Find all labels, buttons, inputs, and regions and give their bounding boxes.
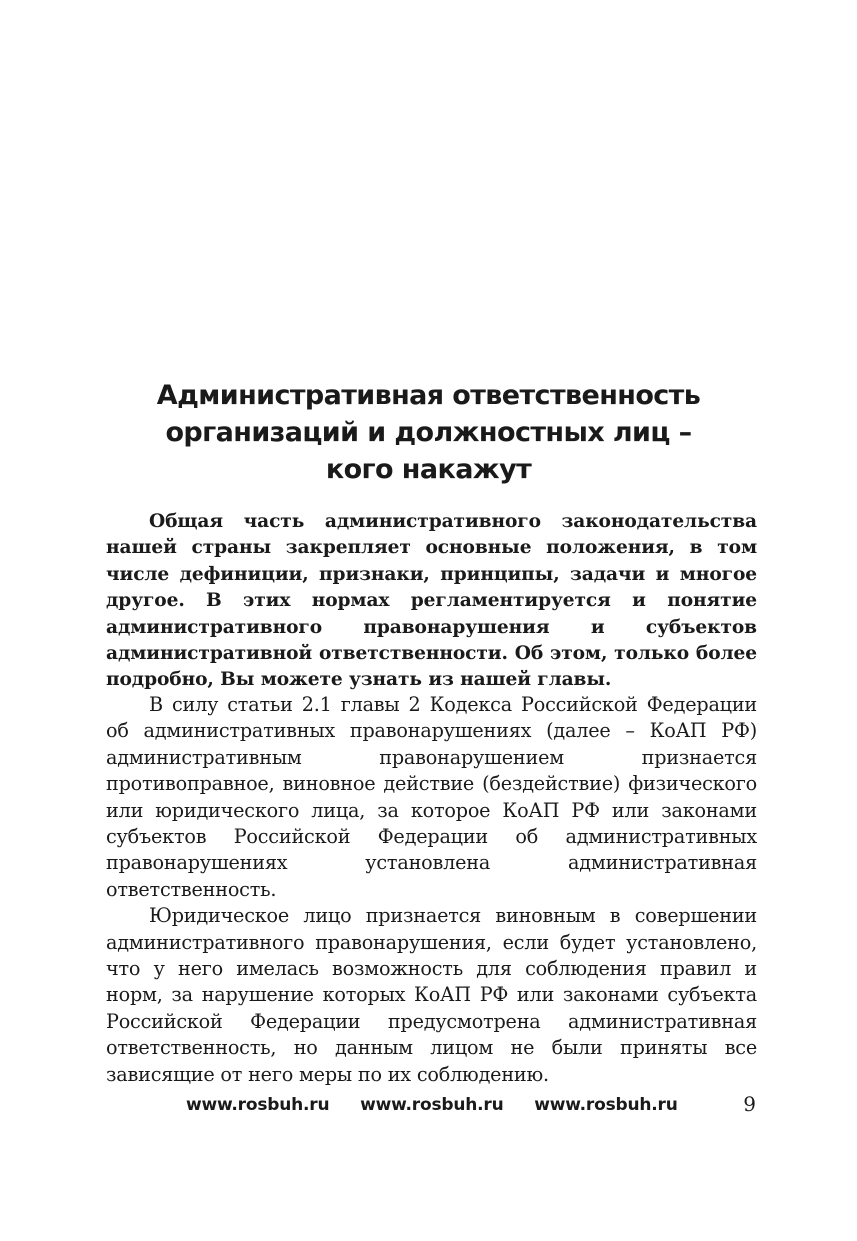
body-paragraph-2: Юридическое лицо признается виновным в совершении административного правонарушения, если будет установлено, что у него имелась возможность для соблюдения правил и норм, за нарушение которых КоАП РФ или законами субъекта Российской Федерации предусмотрена административная ответственность, но данным лицом не были приняты все зависящие от него меры по их соблюдению. — [106, 904, 757, 1086]
footer-link-2[interactable]: www.rosbuh.ru — [360, 1095, 504, 1115]
lead-section — [106, 509, 757, 694]
lead-paragraph: Общая часть административного законодательства нашей страны закрепляет основные положения, в том числе дефиниции, признаки, принципы, задачи и многое другое. В этих нормах регламентируется и понятие административного правонарушения и субъектов административной ответственности. Об этом, только более подробно, Вы можете узнать из нашей главы. — [106, 511, 757, 691]
chapter-title-line-1: Административная ответственность — [156, 380, 701, 411]
chapter-title — [100, 377, 757, 488]
page-number: 9 — [743, 1092, 756, 1116]
chapter-title-line-3: кого накажут — [325, 454, 532, 485]
footer-links — [186, 1094, 703, 1116]
body-paragraph-1: В силу статьи 2.1 главы 2 Кодекса Российской Федерации об административных правонарушениях (далее – КоАП РФ) административным правонарушением признается противоправное, виновное действие (бездействие) физического или юридического лица, за которое КоАП РФ или законами субъектов Российской Федерации об административных правонарушениях установлена административная ответственность. — [106, 693, 757, 901]
body-section — [106, 692, 757, 1088]
chapter-title-line-2: организаций и должностных лиц – — [165, 417, 692, 448]
footer-link-1[interactable]: www.rosbuh.ru — [186, 1095, 330, 1115]
footer-link-3[interactable]: www.rosbuh.ru — [534, 1095, 678, 1115]
